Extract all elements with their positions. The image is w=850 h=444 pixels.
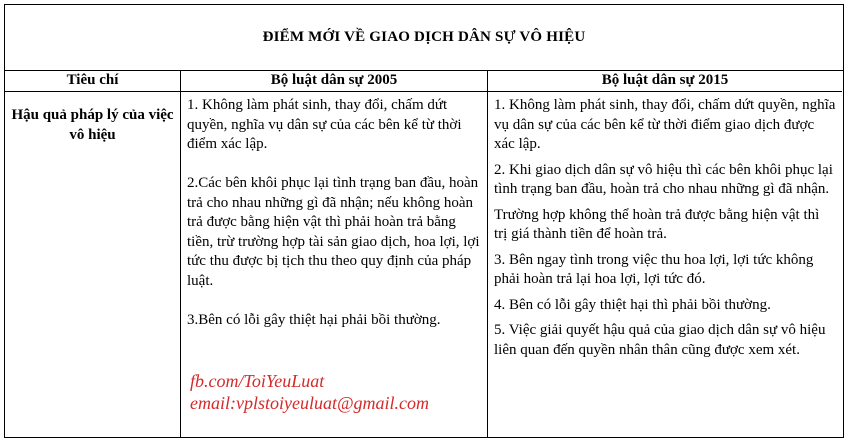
watermark-facebook: fb.com/ToiYeuLuat: [190, 371, 325, 391]
comparison-table: [4, 4, 844, 438]
law-2015-item: 3. Bên ngay tình trong việc thu hoa lợi, lợi tức không phải hoàn trả lại hoa lợi, lợi tức đó.: [494, 251, 814, 287]
law-2005-item: 1. Không làm phát sinh, thay đổi, chấm dứt quyền, nghĩa vụ dân sự của các bên kể từ thời điểm xác lập.: [187, 97, 462, 152]
header-criteria: Tiêu chí: [5, 70, 180, 92]
law-2015-item: 1. Không làm phát sinh, thay đổi, chấm dứt quyền, nghĩa vụ dân sự của các bên kể từ thời điểm giao dịch được xác lập.: [494, 97, 836, 152]
criteria-label: Hậu quả pháp lý của việc vô hiệu: [11, 107, 174, 143]
law-2015-item: 4. Bên có lỗi gây thiệt hại thì phải bồi thường.: [494, 296, 771, 313]
header-law-2015: Bộ luật dân sự 2015: [487, 70, 842, 92]
law-2005-item: 2.Các bên khôi phục lại tình trạng ban đầu, hoàn trả cho nhau những gì đã nhận; nếu không hoàn trả được bằng hiện vật thì phải hoàn trả bằng tiền, trừ trường hợp tài sản giao dịch, hoa lợi, lợi tức thu được bị tịch thu theo quy định của pháp luật.: [187, 175, 480, 289]
law-2015-item: 2. Khi giao dịch dân sự vô hiệu thì các bên khôi phục lại tình trạng ban đầu, hoàn trả cho nhau những gì đã nhận.: [494, 161, 833, 197]
law-2005-item: 3.Bên có lỗi gây thiệt hại phải bồi thường.: [187, 311, 441, 328]
law-2015-cell: [487, 92, 842, 437]
title-row: [5, 5, 843, 71]
table-title: ĐIỂM MỚI VỀ GIAO DỊCH DÂN SỰ VÔ HIỆU: [262, 29, 586, 45]
watermark-email: email:vplstoiyeuluat@gmail.com: [190, 393, 430, 413]
criteria-cell: [5, 92, 180, 437]
law-2015-item: Trường hợp không thể hoàn trả được bằng hiện vật thì trị giá thành tiền để hoàn trả.: [494, 206, 820, 242]
header-law-2005: Bộ luật dân sự 2005: [180, 70, 487, 92]
law-2015-item: 5. Việc giải quyết hậu quả của giao dịch dân sự vô hiệu liên quan đến quyền nhân thân cũng được xem xét.: [494, 322, 826, 358]
